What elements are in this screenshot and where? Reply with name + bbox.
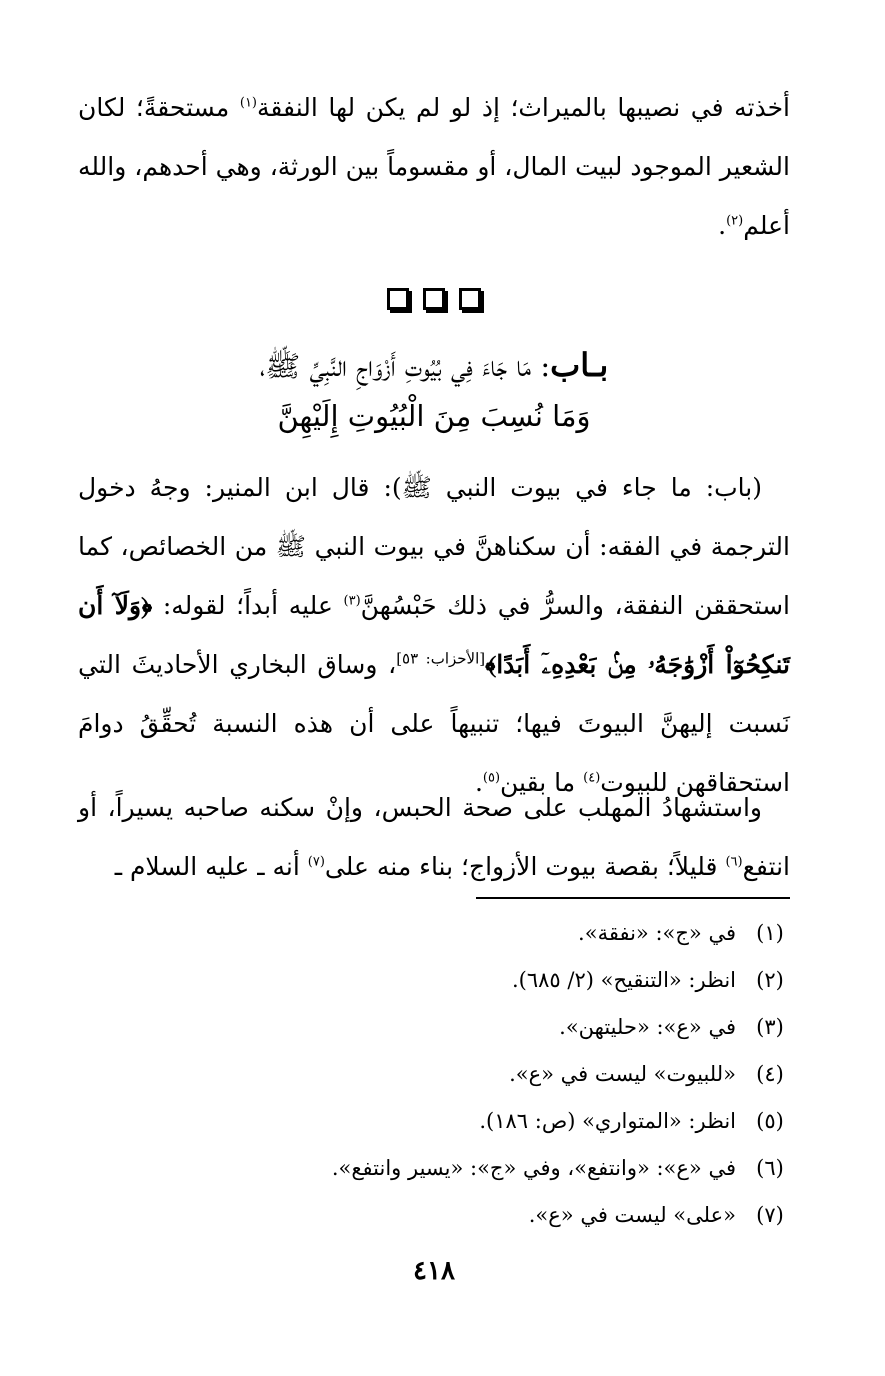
footnote-number: (٢): [756, 968, 784, 992]
footnote: [78, 1145, 790, 1192]
footnote-number: (٧): [756, 1203, 784, 1227]
text-run: مستحقةً؛ لكان: [78, 93, 240, 122]
footnote: [78, 910, 790, 957]
chapter-label: بـاب: [550, 346, 609, 384]
text-run: ما بقين: [500, 768, 584, 797]
text-run: واستشهادُ المهلب على صحة الحبس، وإنْ سكنه صاحبه يسيراً، أو انتفع: [78, 793, 790, 881]
commentary-paragraph: [78, 458, 790, 812]
footnote-number: (٥): [756, 1109, 784, 1133]
footnote-ref: (٤): [583, 770, 601, 786]
footnote-number: (٤): [756, 1062, 784, 1086]
book-page: [78, 78, 790, 1376]
text-run: قليلاً؛ بقصة بيوت الأزواج؛ بناء منه على: [324, 852, 726, 881]
separator-square-icon: [459, 288, 481, 310]
text-run: .: [718, 211, 727, 240]
text-run: ، وساق البخاري الأحاديثَ التي نَسبت إليهنَّ البيوتَ فيها؛ تنبيهاً على أن هذه النسبة تُحقِّقُ دوامَ استحقاقهن للبيوت: [78, 650, 790, 797]
text-run: عليه أبداً؛ لقوله:: [152, 591, 344, 620]
verse-reference: [الأحزاب: ٥٣]: [396, 649, 486, 668]
footnote-ref: (٥): [482, 770, 501, 786]
chapter-title: : مَا جَاءَ فِي بُيُوتِ أَزْوَاجِ النَّبِيِّ ﷺ،: [259, 349, 551, 383]
footnote-text: في «ع»: «وانتفع»، وفي «ج»: «يسير وانتفع».: [331, 1156, 736, 1180]
footnote-ref: (٧): [307, 854, 325, 870]
footnotes-list: [78, 910, 790, 1239]
quran-verse: ﴿وَلَآ أَن تَنكِحُوٓاْ أَزْوَٰجَهُۥ مِنۢ بَعْدِهِۦٓ أَبَدًا﴾: [78, 591, 790, 679]
footnote-text: انظر: «المتواري» (ص: ١٨٦).: [479, 1109, 736, 1133]
footnote-number: (٦): [756, 1156, 784, 1180]
text-run: أعلم: [743, 211, 790, 240]
section-separator: [78, 288, 790, 310]
footnote-text: في «ج»: «نفقة».: [578, 921, 736, 945]
text-run: الشعير الموجود لبيت المال، أو مقسوماً بين الورثة، وهي أحدهم، والله: [78, 152, 790, 181]
footnote-number: (٣): [756, 1015, 784, 1039]
separator-square-icon: [423, 288, 445, 310]
footnote-text: في «ع»: «حليتهن».: [559, 1015, 736, 1039]
paragraph: [78, 78, 790, 255]
footnote-text: «للبيوت» ليست في «ع».: [509, 1062, 736, 1086]
footnote-text: «على» ليست في «ع».: [528, 1203, 736, 1227]
footnote-ref: (١): [239, 95, 257, 111]
footnote-ref: (٢): [726, 213, 744, 229]
footnote-ref: (٦): [725, 854, 743, 870]
chapter-heading-line1: [78, 340, 790, 391]
footnote-number: (١): [756, 921, 784, 945]
chapter-heading: [78, 340, 790, 441]
footnote-divider: [476, 897, 790, 899]
footnote: [78, 1004, 790, 1051]
paragraph: [78, 458, 790, 812]
footnote: [78, 957, 790, 1004]
text-run: .: [474, 768, 483, 797]
commentary-paragraph: [78, 778, 790, 896]
page-number: ٤١٨: [413, 1256, 455, 1286]
footnote: [78, 1098, 790, 1145]
separator-square-icon: [387, 288, 409, 310]
text-run: أخذته في نصيبها بالميراث؛ إذ لو لم يكن لها النفقة: [257, 93, 790, 122]
paragraph: [78, 778, 790, 896]
chapter-heading-line2: وَمَا نُسِبَ مِنَ الْبُيُوتِ إِلَيْهِنَّ: [277, 399, 591, 433]
footnote: [78, 1192, 790, 1239]
opening-paragraph: [78, 78, 790, 255]
text-run: أنه ـ عليه السلام ـ: [114, 852, 308, 881]
footnote: [78, 1051, 790, 1098]
footnote-ref: (٣): [343, 593, 361, 609]
text-run: (باب: ما جاء في بيوت النبي ﷺ): قال ابن المنير: وجهُ دخول الترجمة في الفقه: أن سكناهنَّ في بيوت النبي ﷺ من الخصائص، كما استحققن النفقة، والسرُّ في ذلك حَبْسُهنَّ: [78, 473, 791, 620]
footnote-text: انظر: «التنقيح» (٢/ ٦٨٥).: [512, 968, 736, 992]
